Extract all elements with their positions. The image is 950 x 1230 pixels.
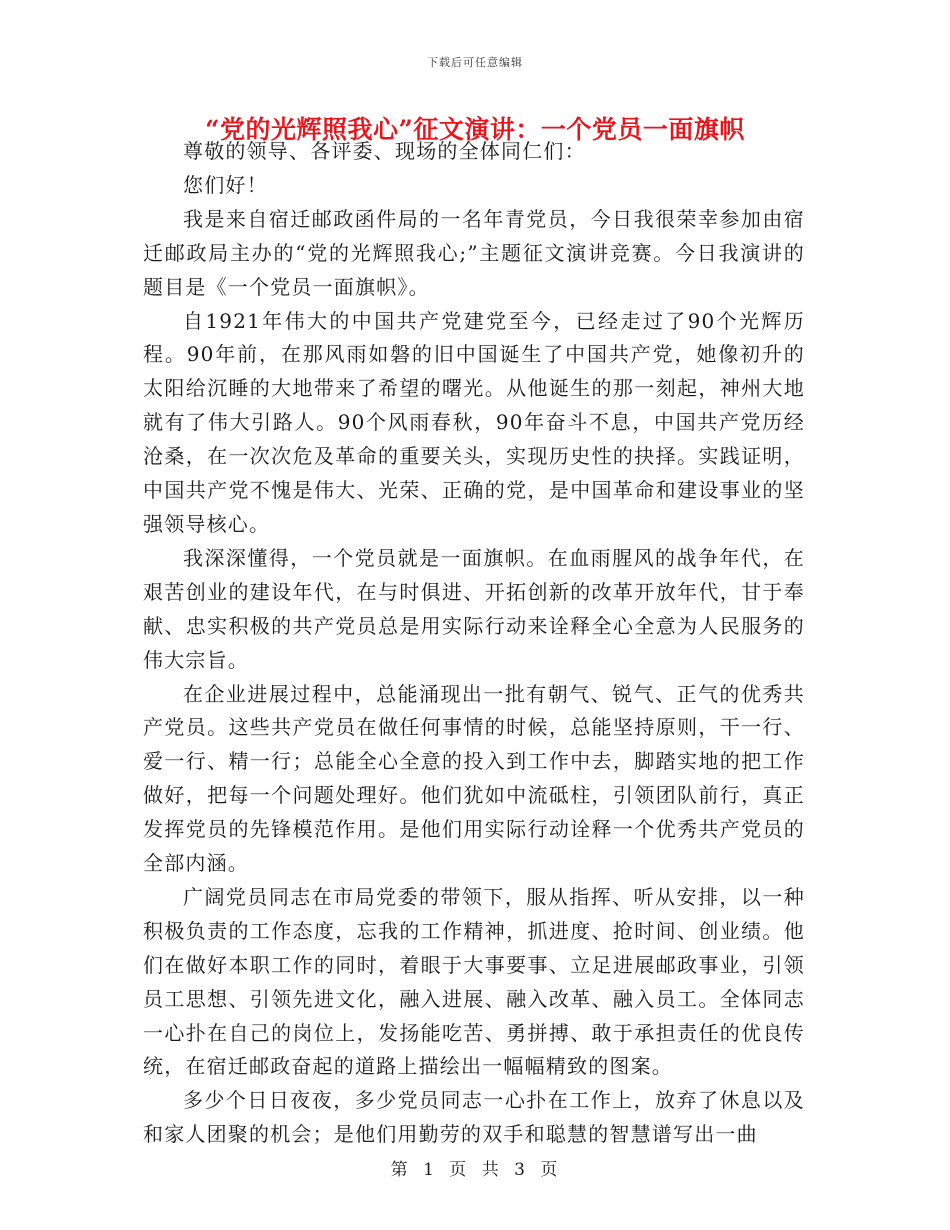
body-paragraph: 广阔党员同志在市局党委的带领下，服从指挥、听从安排，以一种积极负责的工作态度，忘我的工作精神，抓进度、抢时间、创业绩。他们在做好本职工作的同时，着眼于大事要事、立足进展邮政事业，引领员工思想、引领先进文化，融入进展、融入改革、融入员工。全体同志一心扑在自己的岗位上，发扬能吃苦、勇拼搏、敢于承担责任的优良传统，在宿迁邮政奋起的道路上描绘出一幅幅精致的图案。 [143,884,805,1079]
body-paragraph: 自1921年伟大的中国共产党建党至今，已经走过了90个光辉历程。90年前，在那风雨如磐的旧中国诞生了中国共产党，她像初升的太阳给沉睡的大地带来了希望的曙光。从他诞生的那一刻起，神州大地就有了伟大引路人。90个风雨春秋，90年奋斗不息，中国共产党历经沧桑，在一次次危及革命的重要关头，实现历史性的抉择。实践证明，中国共产党不愧是伟大、光荣、正确的党，是中国革命和建设事业的坚强领导核心。 [143,308,805,536]
document-body [143,135,805,1152]
header-note: 下载后可任意编辑 [427,56,523,69]
page-footer: 第 1 页 共 3 页 [390,1160,560,1180]
greeting-paragraph: 尊敬的领导、各评委、现场的全体同仁们： [183,139,586,163]
body-paragraph: 多少个日日夜夜，多少党员同志一心扑在工作上，放弃了休息以及和家人团聚的机会；是他们用勤劳的双手和聪慧的智慧谱写出一曲 [143,1088,805,1147]
salutation-paragraph: 您们好！ [183,172,268,197]
document-title: “党的光辉照我心”征文演讲：一个党员一面旗帜 [205,115,745,144]
body-paragraph: 我是来自宿迁邮政函件局的一名年青党员，今日我很荣幸参加由宿迁邮政局主办的“党的光辉照我心;”主题征文演讲竞赛。今日我演讲的题目是《一个党员一面旗帜》。 [143,206,805,299]
body-paragraph: 我深深懂得，一个党员就是一面旗帜。在血雨腥风的战争年代，在艰苦创业的建设年代，在与时俱进、开拓创新的改革开放年代，甘于奉献、忠实积极的共产党员总是用实际行动来诠释全心全意为人民服务的伟大宗旨。 [143,545,805,672]
body-paragraph: 在企业进展过程中，总能涌现出一批有朝气、锐气、正气的优秀共产党员。这些共产党员在做任何事情的时候，总能坚持原则，干一行、爱一行、精一行；总能全心全意的投入到工作中去，脚踏实地的把工作做好，把每一个问题处理好。他们犹如中流砥柱，引领团队前行，真正发挥党员的先锋模范作用。是他们用实际行动诠释一个优秀共产党员的全部内涵。 [143,681,805,876]
